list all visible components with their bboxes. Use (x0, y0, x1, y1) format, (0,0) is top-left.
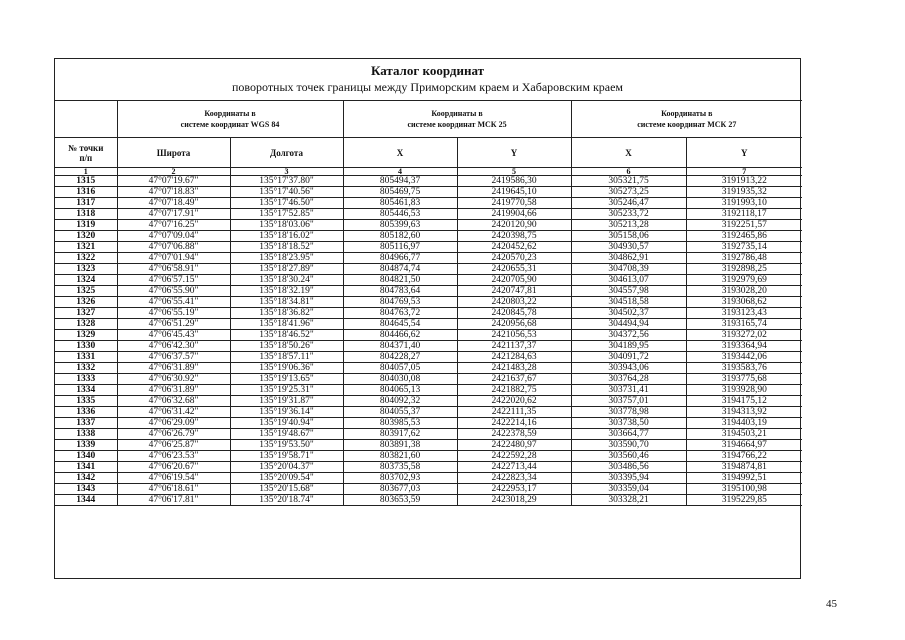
table-row (55, 198, 802, 209)
cell-point-number: 1319 (55, 220, 117, 231)
cell-wgs84-longitude: 135°17'52.85" (230, 209, 343, 220)
cell-wgs84-latitude: 47°06'51.29" (117, 319, 230, 330)
cell-wgs84-longitude: 135°17'46.50" (230, 198, 343, 209)
table-row (55, 374, 802, 385)
cell-msk27-y: 3194175,12 (686, 396, 802, 407)
cell-wgs84-latitude: 47°06'45.43" (117, 330, 230, 341)
cell-msk25-y: 2421882,75 (457, 385, 571, 396)
cell-msk25-y: 2419645,10 (457, 187, 571, 198)
column-header-row (55, 138, 802, 168)
cell-msk27-x: 304613,07 (571, 275, 686, 286)
table-row (55, 385, 802, 396)
cell-msk25-x: 803677,03 (343, 484, 457, 495)
cell-point-number: 1326 (55, 297, 117, 308)
cell-msk25-x: 803702,93 (343, 473, 457, 484)
cell-point-number: 1343 (55, 484, 117, 495)
cell-wgs84-latitude: 47°07'01.94" (117, 253, 230, 264)
cell-wgs84-longitude: 135°18'23.95" (230, 253, 343, 264)
cell-msk25-x: 804783,64 (343, 286, 457, 297)
cell-msk25-x: 805494,37 (343, 176, 457, 187)
group-header-msk27: Координаты в системе координат МСК 27 (571, 101, 802, 138)
cell-wgs84-longitude: 135°18'03.06" (230, 220, 343, 231)
cell-msk27-y: 3195229,85 (686, 495, 802, 506)
cell-msk25-y: 2422111,35 (457, 407, 571, 418)
cell-msk27-y: 3194664,97 (686, 440, 802, 451)
cell-wgs84-latitude: 47°06'25.87" (117, 440, 230, 451)
cell-wgs84-longitude: 135°18'34.81" (230, 297, 343, 308)
cell-msk27-x: 303486,56 (571, 462, 686, 473)
cell-point-number: 1332 (55, 363, 117, 374)
cell-msk27-x: 303664,77 (571, 429, 686, 440)
cell-wgs84-longitude: 135°19'13.65" (230, 374, 343, 385)
coordinates-table (55, 100, 802, 506)
cell-msk27-y: 3193068,62 (686, 297, 802, 308)
cell-msk27-x: 305273,25 (571, 187, 686, 198)
cell-point-number: 1323 (55, 264, 117, 275)
cell-msk25-y: 2420452,62 (457, 242, 571, 253)
table-row (55, 319, 802, 330)
cell-point-number: 1334 (55, 385, 117, 396)
cell-msk25-x: 803985,53 (343, 418, 457, 429)
table-row (55, 330, 802, 341)
cell-msk27-y: 3193028,20 (686, 286, 802, 297)
cell-wgs84-latitude: 47°06'55.90" (117, 286, 230, 297)
cell-msk27-y: 3194992,51 (686, 473, 802, 484)
cell-wgs84-longitude: 135°18'36.82" (230, 308, 343, 319)
cell-msk27-x: 303731,41 (571, 385, 686, 396)
cell-msk25-y: 2422953,17 (457, 484, 571, 495)
cell-msk25-x: 804466,62 (343, 330, 457, 341)
table-row (55, 187, 802, 198)
cell-msk27-x: 303328,21 (571, 495, 686, 506)
cell-wgs84-latitude: 47°07'19.67" (117, 176, 230, 187)
cell-msk25-y: 2421137,37 (457, 341, 571, 352)
cell-msk27-x: 304518,58 (571, 297, 686, 308)
cell-point-number: 1327 (55, 308, 117, 319)
col-number: 2 (117, 168, 230, 176)
cell-wgs84-latitude: 47°06'31.42" (117, 407, 230, 418)
cell-point-number: 1341 (55, 462, 117, 473)
cell-msk27-y: 3191993,10 (686, 198, 802, 209)
table-row (55, 297, 802, 308)
cell-msk25-y: 2419904,66 (457, 209, 571, 220)
col-number: 7 (686, 168, 802, 176)
cell-msk27-y: 3191913,22 (686, 176, 802, 187)
cell-wgs84-longitude: 135°18'18.52" (230, 242, 343, 253)
cell-point-number: 1322 (55, 253, 117, 264)
cell-msk25-y: 2422378,59 (457, 429, 571, 440)
cell-msk27-y: 3192979,69 (686, 275, 802, 286)
cell-msk25-x: 804769,53 (343, 297, 457, 308)
cell-wgs84-longitude: 135°18'32.19" (230, 286, 343, 297)
document-subtitle: поворотных точек границы между Приморским краем и Хабаровским краем (231, 80, 624, 94)
cell-msk27-x: 303560,46 (571, 451, 686, 462)
cell-msk27-y: 3194313,92 (686, 407, 802, 418)
cell-msk25-x: 804065,13 (343, 385, 457, 396)
cell-wgs84-latitude: 47°06'32.68" (117, 396, 230, 407)
col-header-latitude: Широта (117, 138, 230, 168)
col-header-msk27-y: Y (686, 138, 802, 168)
cell-wgs84-longitude: 135°19'53.50" (230, 440, 343, 451)
cell-msk27-x: 305158,06 (571, 231, 686, 242)
cell-msk25-x: 803821,60 (343, 451, 457, 462)
cell-msk27-x: 305233,72 (571, 209, 686, 220)
group-header-wgs84: Координаты в системе координат WGS 84 (117, 101, 343, 138)
table-row (55, 352, 802, 363)
cell-point-number: 1333 (55, 374, 117, 385)
cell-msk25-y: 2422480,97 (457, 440, 571, 451)
col-number: 3 (230, 168, 343, 176)
group-header-msk25: Координаты в системе координат МСК 25 (343, 101, 571, 138)
cell-msk27-x: 303395,94 (571, 473, 686, 484)
cell-msk27-x: 303764,28 (571, 374, 686, 385)
document-title: Каталог координат (370, 63, 484, 78)
cell-msk25-x: 804092,32 (343, 396, 457, 407)
cell-msk25-y: 2420803,22 (457, 297, 571, 308)
table-row (55, 473, 802, 484)
cell-point-number: 1324 (55, 275, 117, 286)
cell-point-number: 1328 (55, 319, 117, 330)
cell-wgs84-longitude: 135°18'30.24" (230, 275, 343, 286)
cell-msk27-y: 3194874,81 (686, 462, 802, 473)
cell-point-number: 1329 (55, 330, 117, 341)
table-row (55, 275, 802, 286)
cell-msk25-y: 2421637,67 (457, 374, 571, 385)
cell-wgs84-longitude: 135°19'36.14" (230, 407, 343, 418)
group-header-row (55, 101, 802, 138)
cell-msk25-x: 804030,08 (343, 374, 457, 385)
cell-msk27-y: 3193442,06 (686, 352, 802, 363)
cell-wgs84-longitude: 135°19'58.71" (230, 451, 343, 462)
cell-wgs84-latitude: 47°06'31.89" (117, 385, 230, 396)
cell-point-number: 1344 (55, 495, 117, 506)
cell-point-number: 1325 (55, 286, 117, 297)
cell-msk25-y: 2420705,90 (457, 275, 571, 286)
cell-msk27-x: 304862,91 (571, 253, 686, 264)
cell-msk27-x: 303359,04 (571, 484, 686, 495)
table-row (55, 451, 802, 462)
cell-msk25-x: 803891,38 (343, 440, 457, 451)
page-number: 45 (826, 598, 837, 610)
coordinate-catalog (54, 58, 801, 579)
cell-msk25-y: 2421483,28 (457, 363, 571, 374)
cell-wgs84-latitude: 47°06'19.54" (117, 473, 230, 484)
cell-msk25-x: 805399,63 (343, 220, 457, 231)
cell-wgs84-longitude: 135°20'09.54" (230, 473, 343, 484)
cell-msk25-x: 804821,50 (343, 275, 457, 286)
cell-msk27-x: 304557,98 (571, 286, 686, 297)
cell-point-number: 1338 (55, 429, 117, 440)
col-header-point-number: № точки п/п (55, 138, 117, 168)
cell-msk25-y: 2419586,30 (457, 176, 571, 187)
cell-msk25-y: 2420570,23 (457, 253, 571, 264)
cell-point-number: 1339 (55, 440, 117, 451)
cell-wgs84-longitude: 135°19'31.87" (230, 396, 343, 407)
cell-wgs84-latitude: 47°07'16.25" (117, 220, 230, 231)
cell-wgs84-longitude: 135°20'15.68" (230, 484, 343, 495)
cell-msk27-y: 3192465,86 (686, 231, 802, 242)
cell-wgs84-longitude: 135°17'40.56" (230, 187, 343, 198)
cell-point-number: 1320 (55, 231, 117, 242)
cell-msk25-y: 2420398,75 (457, 231, 571, 242)
cell-msk27-x: 303778,98 (571, 407, 686, 418)
cell-msk27-y: 3192118,17 (686, 209, 802, 220)
cell-msk27-x: 303943,06 (571, 363, 686, 374)
cell-msk27-y: 3193775,68 (686, 374, 802, 385)
cell-wgs84-longitude: 135°18'50.26" (230, 341, 343, 352)
cell-msk27-x: 303738,50 (571, 418, 686, 429)
cell-wgs84-latitude: 47°07'18.49" (117, 198, 230, 209)
cell-wgs84-latitude: 47°06'30.92" (117, 374, 230, 385)
cell-msk25-x: 804371,40 (343, 341, 457, 352)
table-row (55, 396, 802, 407)
table-row (55, 363, 802, 374)
cell-msk27-x: 304189,95 (571, 341, 686, 352)
cell-msk25-x: 803917,62 (343, 429, 457, 440)
col-number: 4 (343, 168, 457, 176)
col-number: 6 (571, 168, 686, 176)
cell-point-number: 1321 (55, 242, 117, 253)
cell-point-number: 1316 (55, 187, 117, 198)
cell-msk27-y: 3194766,22 (686, 451, 802, 462)
cell-wgs84-latitude: 47°06'42.30" (117, 341, 230, 352)
table-row (55, 242, 802, 253)
table-row (55, 286, 802, 297)
cell-wgs84-latitude: 47°06'37.57" (117, 352, 230, 363)
cell-msk27-x: 304091,72 (571, 352, 686, 363)
cell-msk25-y: 2422713,44 (457, 462, 571, 473)
cell-msk27-x: 304494,94 (571, 319, 686, 330)
cell-msk27-y: 3193165,74 (686, 319, 802, 330)
cell-msk25-x: 803653,59 (343, 495, 457, 506)
cell-point-number: 1336 (55, 407, 117, 418)
table-row (55, 495, 802, 506)
col-header-msk27-x: X (571, 138, 686, 168)
cell-msk27-y: 3193272,02 (686, 330, 802, 341)
cell-msk25-y: 2420655,31 (457, 264, 571, 275)
cell-wgs84-longitude: 135°19'25.31" (230, 385, 343, 396)
cell-msk27-x: 303757,01 (571, 396, 686, 407)
col-number: 5 (457, 168, 571, 176)
table-row (55, 341, 802, 352)
cell-msk27-y: 3192735,14 (686, 242, 802, 253)
cell-point-number: 1335 (55, 396, 117, 407)
cell-msk27-y: 3192786,48 (686, 253, 802, 264)
cell-point-number: 1331 (55, 352, 117, 363)
cell-wgs84-latitude: 47°06'17.81" (117, 495, 230, 506)
cell-msk27-y: 3192898,25 (686, 264, 802, 275)
table-row (55, 308, 802, 319)
cell-point-number: 1340 (55, 451, 117, 462)
cell-wgs84-latitude: 47°07'09.04" (117, 231, 230, 242)
cell-wgs84-latitude: 47°07'06.88" (117, 242, 230, 253)
table-row (55, 176, 802, 187)
table-body (55, 176, 802, 506)
cell-point-number: 1342 (55, 473, 117, 484)
cell-msk25-x: 804645,54 (343, 319, 457, 330)
cell-wgs84-longitude: 135°17'37.80" (230, 176, 343, 187)
table-row (55, 209, 802, 220)
cell-wgs84-longitude: 135°18'27.89" (230, 264, 343, 275)
cell-msk25-x: 804228,27 (343, 352, 457, 363)
cell-msk27-y: 3194403,19 (686, 418, 802, 429)
cell-wgs84-latitude: 47°06'55.41" (117, 297, 230, 308)
cell-wgs84-latitude: 47°07'17.91" (117, 209, 230, 220)
cell-msk25-y: 2421056,53 (457, 330, 571, 341)
cell-msk25-y: 2423018,29 (457, 495, 571, 506)
cell-msk25-x: 805182,60 (343, 231, 457, 242)
cell-msk27-y: 3191935,32 (686, 187, 802, 198)
cell-msk27-x: 304502,37 (571, 308, 686, 319)
cell-msk25-x: 804057,05 (343, 363, 457, 374)
cell-wgs84-latitude: 47°06'29.09" (117, 418, 230, 429)
cell-msk27-x: 305213,28 (571, 220, 686, 231)
cell-wgs84-longitude: 135°19'06.36" (230, 363, 343, 374)
cell-msk25-y: 2420120,90 (457, 220, 571, 231)
cell-msk27-y: 3193928,90 (686, 385, 802, 396)
cell-msk25-y: 2420956,68 (457, 319, 571, 330)
cell-point-number: 1317 (55, 198, 117, 209)
cell-msk25-x: 805116,97 (343, 242, 457, 253)
cell-point-number: 1318 (55, 209, 117, 220)
cell-msk25-x: 805469,75 (343, 187, 457, 198)
table-row (55, 264, 802, 275)
cell-wgs84-latitude: 47°06'58.91" (117, 264, 230, 275)
table-row (55, 407, 802, 418)
table-row (55, 253, 802, 264)
cell-msk25-x: 804966,77 (343, 253, 457, 264)
cell-wgs84-longitude: 135°18'41.96" (230, 319, 343, 330)
cell-msk25-x: 805446,53 (343, 209, 457, 220)
cell-wgs84-longitude: 135°19'48.67" (230, 429, 343, 440)
cell-msk25-x: 804055,37 (343, 407, 457, 418)
cell-point-number: 1337 (55, 418, 117, 429)
cell-msk25-y: 2420747,81 (457, 286, 571, 297)
cell-msk25-y: 2421284,63 (457, 352, 571, 363)
cell-point-number: 1315 (55, 176, 117, 187)
title-block (55, 59, 800, 101)
cell-msk27-x: 304930,57 (571, 242, 686, 253)
cell-wgs84-latitude: 47°06'55.19" (117, 308, 230, 319)
cell-wgs84-longitude: 135°19'40.94" (230, 418, 343, 429)
table-row (55, 231, 802, 242)
table-row (55, 462, 802, 473)
cell-msk25-y: 2422020,62 (457, 396, 571, 407)
cell-wgs84-longitude: 135°18'57.11" (230, 352, 343, 363)
table-row (55, 429, 802, 440)
cell-wgs84-longitude: 135°18'46.52" (230, 330, 343, 341)
cell-msk25-y: 2422823,34 (457, 473, 571, 484)
cell-wgs84-latitude: 47°06'23.53" (117, 451, 230, 462)
cell-wgs84-longitude: 135°20'04.37" (230, 462, 343, 473)
column-number-row (55, 168, 802, 176)
cell-wgs84-latitude: 47°06'26.79" (117, 429, 230, 440)
cell-msk27-x: 305321,75 (571, 176, 686, 187)
table-row (55, 418, 802, 429)
cell-wgs84-latitude: 47°07'18.83" (117, 187, 230, 198)
cell-msk27-y: 3194503,21 (686, 429, 802, 440)
header-corner (55, 101, 117, 138)
col-number: 1 (55, 168, 117, 176)
cell-msk27-y: 3193364,94 (686, 341, 802, 352)
cell-wgs84-latitude: 47°06'20.67" (117, 462, 230, 473)
cell-msk27-y: 3193583,76 (686, 363, 802, 374)
cell-msk25-y: 2422592,28 (457, 451, 571, 462)
cell-msk25-y: 2420845,78 (457, 308, 571, 319)
col-header-msk25-y: Y (457, 138, 571, 168)
table-row (55, 220, 802, 231)
cell-wgs84-longitude: 135°18'16.02" (230, 231, 343, 242)
cell-msk25-x: 804874,74 (343, 264, 457, 275)
col-header-longitude: Долгота (230, 138, 343, 168)
cell-msk27-x: 304372,56 (571, 330, 686, 341)
cell-msk25-x: 804763,72 (343, 308, 457, 319)
cell-msk27-y: 3195100,98 (686, 484, 802, 495)
cell-wgs84-longitude: 135°20'18.74" (230, 495, 343, 506)
cell-msk25-y: 2422214,16 (457, 418, 571, 429)
cell-msk27-x: 303590,70 (571, 440, 686, 451)
cell-msk27-y: 3192251,57 (686, 220, 802, 231)
col-header-msk25-x: X (343, 138, 457, 168)
table-row (55, 484, 802, 495)
cell-point-number: 1330 (55, 341, 117, 352)
cell-wgs84-latitude: 47°06'57.15" (117, 275, 230, 286)
cell-wgs84-latitude: 47°06'31.89" (117, 363, 230, 374)
cell-msk25-x: 803735,58 (343, 462, 457, 473)
cell-wgs84-latitude: 47°06'18.61" (117, 484, 230, 495)
cell-msk25-y: 2419770,58 (457, 198, 571, 209)
cell-msk27-y: 3193123,43 (686, 308, 802, 319)
table-row (55, 440, 802, 451)
cell-msk27-x: 304708,39 (571, 264, 686, 275)
cell-msk27-x: 305246,47 (571, 198, 686, 209)
cell-msk25-x: 805461,83 (343, 198, 457, 209)
